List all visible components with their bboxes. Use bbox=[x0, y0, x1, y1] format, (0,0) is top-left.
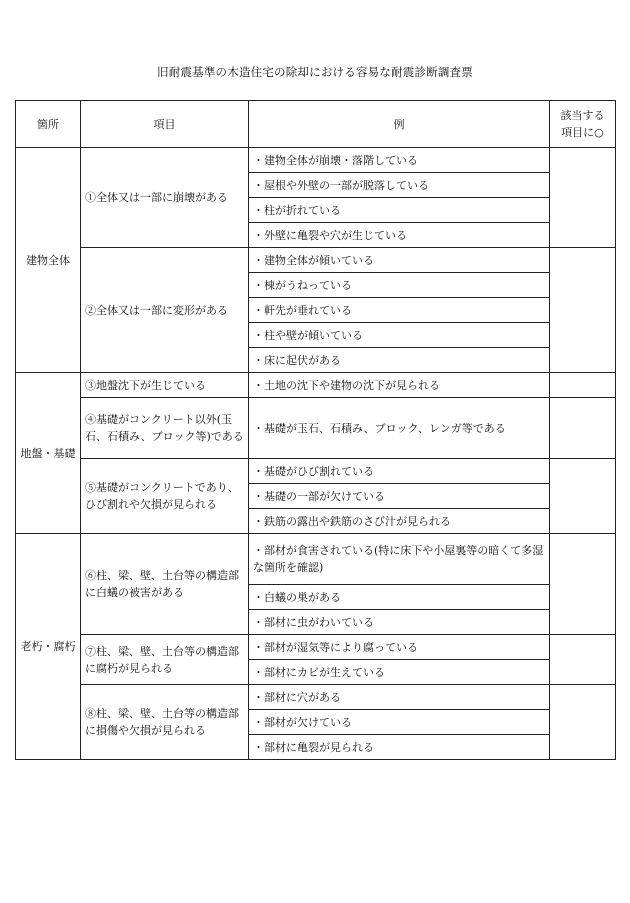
example-cell: ・軒先が垂れている bbox=[249, 298, 550, 323]
example-cell: ・部材に穴がある bbox=[249, 685, 550, 710]
table-row bbox=[16, 635, 616, 660]
example-cell: ・部材にカビが生えている bbox=[249, 660, 550, 685]
item-label: ⑥柱、梁、壁、土台等の構造部に白蟻の被害がある bbox=[81, 534, 249, 635]
example-cell: ・外壁に亀裂や穴が生じている bbox=[249, 223, 550, 248]
header-check-line2: 項目に○ bbox=[561, 126, 604, 139]
example-cell: ・建物全体が崩壊・落階している bbox=[249, 148, 550, 173]
header-example: 例 bbox=[249, 101, 550, 148]
check-cell[interactable] bbox=[550, 534, 616, 635]
example-cell: ・部材に亀裂が見られる bbox=[249, 735, 550, 760]
example-cell: ・屋根や外壁の一部が脱落している bbox=[249, 173, 550, 198]
table-row bbox=[16, 248, 616, 273]
survey-table bbox=[15, 100, 616, 760]
example-cell: ・鉄筋の露出や鉄筋のさび汁が見られる bbox=[249, 509, 550, 534]
example-cell: ・白蟻の巣がある bbox=[249, 585, 550, 610]
example-cell: ・柱や壁が傾いている bbox=[249, 323, 550, 348]
example-cell: ・部材に虫がわいている bbox=[249, 610, 550, 635]
check-cell[interactable] bbox=[550, 459, 616, 534]
table-row bbox=[16, 459, 616, 484]
check-cell[interactable] bbox=[550, 685, 616, 760]
check-cell[interactable] bbox=[550, 398, 616, 459]
table-row bbox=[16, 398, 616, 459]
section-place: 老朽・腐朽 bbox=[16, 534, 81, 760]
check-cell[interactable] bbox=[550, 148, 616, 248]
example-cell: ・部材が欠けている bbox=[249, 710, 550, 735]
item-label: ⑦柱、梁、壁、土台等の構造部に腐朽が見られる bbox=[81, 635, 249, 685]
check-cell[interactable] bbox=[550, 373, 616, 398]
example-cell: ・棟がうねっている bbox=[249, 273, 550, 298]
item-label: ⑧柱、梁、壁、土台等の構造部に損傷や欠損が見られる bbox=[81, 685, 249, 760]
example-cell: ・建物全体が傾いている bbox=[249, 248, 550, 273]
example-cell: ・部材が湿気等により腐っている bbox=[249, 635, 550, 660]
example-cell: ・基礎がひび割れている bbox=[249, 459, 550, 484]
page-title: 旧耐震基準の木造住宅の除却における容易な耐震診断調査票 bbox=[157, 65, 473, 79]
header-item: 項目 bbox=[81, 101, 249, 148]
table-row bbox=[16, 148, 616, 173]
table-row bbox=[16, 373, 616, 398]
table-row bbox=[16, 685, 616, 710]
check-cell[interactable] bbox=[550, 635, 616, 685]
item-label: ②全体又は一部に変形がある bbox=[81, 248, 249, 373]
item-label: ⑤基礎がコンクリートであり、ひび割れや欠損が見られる bbox=[81, 459, 249, 534]
item-label: ①全体又は一部に崩壊がある bbox=[81, 148, 249, 248]
example-cell: ・土地の沈下や建物の沈下が見られる bbox=[249, 373, 550, 398]
example-cell: ・部材が食害されている(特に床下や小屋裏等の暗くて多湿な箇所を確認) bbox=[249, 534, 550, 585]
example-cell: ・基礎が玉石、石積み、ブロック、レンガ等である bbox=[249, 398, 550, 459]
header-check bbox=[550, 101, 616, 148]
check-cell[interactable] bbox=[550, 248, 616, 373]
example-cell: ・床に起伏がある bbox=[249, 348, 550, 373]
section-place: 建物全体 bbox=[16, 148, 81, 373]
example-cell: ・基礎の一部が欠けている bbox=[249, 484, 550, 509]
item-label: ③地盤沈下が生じている bbox=[81, 373, 249, 398]
header-place: 箇所 bbox=[16, 101, 81, 148]
example-cell: ・柱が折れている bbox=[249, 198, 550, 223]
item-label: ④基礎がコンクリート以外(玉石、石積み、ブロック等)である bbox=[81, 398, 249, 459]
table-row bbox=[16, 534, 616, 585]
header-row bbox=[16, 101, 616, 148]
header-check-line1: 該当する bbox=[560, 109, 605, 122]
section-place: 地盤・基礎 bbox=[16, 373, 81, 534]
